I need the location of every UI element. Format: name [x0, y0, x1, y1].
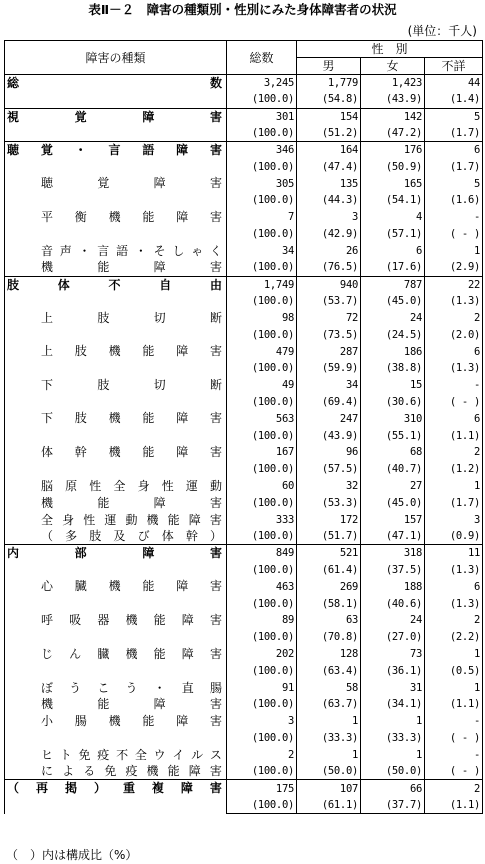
- cell-pct-unknown: (1.4): [425, 91, 483, 108]
- cell-pct-unknown: (0.5): [425, 662, 483, 679]
- cell-pct-total: (100.0): [227, 528, 297, 545]
- cell-pct-unknown: (1.3): [425, 595, 483, 612]
- table-row-pct: [5, 763, 483, 780]
- table-row: [5, 679, 483, 696]
- cell-unknown: 1: [425, 646, 483, 663]
- cell-pct-total: (100.0): [227, 629, 297, 646]
- cell-male: 154: [297, 108, 361, 125]
- cell-pct-male: (73.5): [297, 326, 361, 343]
- row-name: [5, 780, 227, 814]
- cell-unknown: 6: [425, 343, 483, 360]
- cell-pct-unknown: (1.1): [425, 797, 483, 814]
- row-name-text: 全 身 性 運 動 機 能 障 害: [41, 512, 222, 527]
- cell-pct-female: (34.1): [361, 696, 425, 713]
- cell-total: 849: [227, 545, 297, 562]
- table-row: [5, 713, 483, 730]
- row-name: [5, 545, 227, 579]
- cell-pct-female: (45.0): [361, 293, 425, 310]
- table-row: [5, 75, 483, 92]
- cell-male: 135: [297, 175, 361, 192]
- table-row: [5, 209, 483, 226]
- cell-unknown: 3: [425, 511, 483, 528]
- table-row: [5, 343, 483, 360]
- cell-pct-unknown: (1.3): [425, 562, 483, 579]
- row-name-text: 体 幹 機 能 障 害: [41, 445, 222, 460]
- cell-male: 63: [297, 612, 361, 629]
- header-type: 障害の種類: [5, 41, 227, 75]
- cell-total: 7: [227, 209, 297, 226]
- cell-pct-total: (100.0): [227, 562, 297, 579]
- cell-male: 72: [297, 310, 361, 327]
- row-name: [5, 444, 227, 478]
- cell-pct-total: (100.0): [227, 763, 297, 780]
- cell-female: 176: [361, 142, 425, 159]
- cell-unknown: 1: [425, 679, 483, 696]
- cell-female: 4: [361, 209, 425, 226]
- cell-female: 186: [361, 343, 425, 360]
- cell-pct-total: (100.0): [227, 595, 297, 612]
- cell-female: 142: [361, 108, 425, 125]
- cell-male: 172: [297, 511, 361, 528]
- row-name-text: 上 肢 機 能 障 害: [41, 344, 222, 359]
- table-row: [5, 646, 483, 663]
- row-name-text: 音 声 ・ 言 語 ・ そ し ゃ く: [41, 243, 222, 258]
- table-row: [5, 410, 483, 427]
- disability-table: [4, 40, 483, 814]
- cell-pct-male: (53.3): [297, 494, 361, 511]
- row-name: [5, 377, 227, 411]
- cell-unknown: 2: [425, 780, 483, 797]
- table-row-pct: [5, 528, 483, 545]
- cell-female: 31: [361, 679, 425, 696]
- cell-pct-male: (63.7): [297, 696, 361, 713]
- cell-unknown: 2: [425, 310, 483, 327]
- cell-pct-unknown: (1.7): [425, 125, 483, 142]
- cell-pct-unknown: (1.1): [425, 427, 483, 444]
- cell-unknown: 2: [425, 444, 483, 461]
- cell-pct-unknown: (2.0): [425, 326, 483, 343]
- header-sex: 性 別: [297, 41, 483, 58]
- cell-pct-total: (100.0): [227, 192, 297, 209]
- cell-pct-female: (37.5): [361, 562, 425, 579]
- cell-female: 318: [361, 545, 425, 562]
- cell-pct-total: (100.0): [227, 427, 297, 444]
- cell-male: 34: [297, 377, 361, 394]
- cell-male: 32: [297, 478, 361, 495]
- cell-pct-total: (100.0): [227, 226, 297, 243]
- cell-male: 107: [297, 780, 361, 797]
- cell-total: 175: [227, 780, 297, 797]
- row-name-text: （ 再 掲 ） 重 複 障 害: [7, 781, 222, 796]
- cell-pct-female: (57.1): [361, 226, 425, 243]
- row-name-text: に よ る 免 疫 機 能 障 害: [41, 764, 222, 779]
- cell-total: 3,245: [227, 75, 297, 92]
- cell-female: 6: [361, 242, 425, 259]
- row-name-text: （ 多 肢 及 び 体 幹 ）: [41, 529, 222, 544]
- cell-pct-unknown: (1.7): [425, 494, 483, 511]
- table-row: [5, 511, 483, 528]
- row-name: [5, 679, 227, 696]
- row-name: [5, 746, 227, 763]
- table-row-pct: [5, 259, 483, 276]
- row-name-text: 機 能 障 害: [41, 260, 222, 275]
- cell-pct-unknown: (2.9): [425, 259, 483, 276]
- row-name: [5, 763, 227, 780]
- cell-total: 563: [227, 410, 297, 427]
- cell-female: 310: [361, 410, 425, 427]
- cell-male: 247: [297, 410, 361, 427]
- header-unknown: 不詳: [425, 58, 483, 75]
- cell-male: 1,779: [297, 75, 361, 92]
- table-row-pct: [5, 696, 483, 713]
- cell-pct-unknown: (1.3): [425, 293, 483, 310]
- cell-pct-male: (53.7): [297, 293, 361, 310]
- cell-unknown: 44: [425, 75, 483, 92]
- row-name: [5, 310, 227, 344]
- cell-unknown: 6: [425, 578, 483, 595]
- row-name: [5, 713, 227, 747]
- table-body: [5, 75, 483, 814]
- cell-pct-total: (100.0): [227, 494, 297, 511]
- row-name-text: じ ん 臓 機 能 障 害: [41, 646, 222, 661]
- cell-pct-total: (100.0): [227, 125, 297, 142]
- row-name-text: 聴 覚 ・ 言 語 障 害: [7, 143, 222, 158]
- row-name-text: 聴 覚 障 害: [41, 176, 222, 191]
- cell-female: 68: [361, 444, 425, 461]
- cell-total: 34: [227, 242, 297, 259]
- cell-unknown: 6: [425, 410, 483, 427]
- cell-total: 305: [227, 175, 297, 192]
- row-name: [5, 646, 227, 680]
- cell-pct-female: (43.9): [361, 91, 425, 108]
- cell-male: 1: [297, 713, 361, 730]
- row-name: [5, 142, 227, 176]
- row-name-text: 機 能 障 害: [41, 697, 222, 712]
- cell-pct-female: (45.0): [361, 494, 425, 511]
- cell-pct-male: (76.5): [297, 259, 361, 276]
- row-name: [5, 343, 227, 377]
- cell-pct-female: (24.5): [361, 326, 425, 343]
- cell-pct-male: (51.2): [297, 125, 361, 142]
- cell-pct-male: (43.9): [297, 427, 361, 444]
- row-name: [5, 612, 227, 646]
- cell-male: 96: [297, 444, 361, 461]
- cell-total: 2: [227, 746, 297, 763]
- cell-unknown: -: [425, 209, 483, 226]
- table-title: 表Ⅱ－２ 障害の種類別・性別にみた身体障害者の状況: [88, 2, 397, 17]
- cell-female: 15: [361, 377, 425, 394]
- row-name-text: 内 部 障 害: [7, 546, 222, 561]
- table-row: [5, 310, 483, 327]
- cell-pct-female: (47.1): [361, 528, 425, 545]
- row-name: [5, 175, 227, 209]
- cell-pct-female: (33.3): [361, 730, 425, 747]
- table-row: [5, 545, 483, 562]
- cell-pct-unknown: (0.9): [425, 528, 483, 545]
- table-row: [5, 377, 483, 394]
- table-row-pct: [5, 494, 483, 511]
- cell-pct-male: (59.9): [297, 360, 361, 377]
- cell-pct-total: (100.0): [227, 293, 297, 310]
- cell-female: 188: [361, 578, 425, 595]
- cell-male: 940: [297, 276, 361, 293]
- cell-pct-female: (55.1): [361, 427, 425, 444]
- cell-pct-unknown: ( - ): [425, 763, 483, 780]
- table-row: [5, 578, 483, 595]
- table-row: [5, 175, 483, 192]
- cell-unknown: 1: [425, 242, 483, 259]
- row-name: [5, 696, 227, 713]
- cell-unknown: -: [425, 713, 483, 730]
- cell-pct-unknown: (1.6): [425, 192, 483, 209]
- cell-pct-total: (100.0): [227, 360, 297, 377]
- cell-unknown: 6: [425, 142, 483, 159]
- cell-pct-male: (69.4): [297, 394, 361, 411]
- cell-pct-male: (58.1): [297, 595, 361, 612]
- cell-pct-male: (61.4): [297, 562, 361, 579]
- cell-pct-total: (100.0): [227, 91, 297, 108]
- cell-female: 27: [361, 478, 425, 495]
- cell-pct-female: (36.1): [361, 662, 425, 679]
- table-row: [5, 780, 483, 797]
- cell-pct-male: (54.8): [297, 91, 361, 108]
- row-name: [5, 242, 227, 259]
- cell-pct-total: (100.0): [227, 461, 297, 478]
- row-name: [5, 494, 227, 511]
- cell-male: 521: [297, 545, 361, 562]
- cell-total: 3: [227, 713, 297, 730]
- cell-total: 333: [227, 511, 297, 528]
- cell-unknown: -: [425, 746, 483, 763]
- cell-total: 1,749: [227, 276, 297, 293]
- row-name-text: 心 臓 機 能 障 害: [41, 579, 222, 594]
- row-name-text: 機 能 障 害: [41, 495, 222, 510]
- unit-label: (単位：千人): [407, 24, 477, 38]
- row-name: [5, 75, 227, 109]
- cell-pct-male: (42.9): [297, 226, 361, 243]
- cell-unknown: 22: [425, 276, 483, 293]
- cell-pct-male: (44.3): [297, 192, 361, 209]
- cell-male: 164: [297, 142, 361, 159]
- cell-total: 301: [227, 108, 297, 125]
- cell-male: 3: [297, 209, 361, 226]
- row-name: [5, 478, 227, 495]
- cell-female: 1: [361, 746, 425, 763]
- row-name-text: 総 数: [7, 76, 222, 90]
- cell-pct-unknown: ( - ): [425, 394, 483, 411]
- cell-unknown: 5: [425, 175, 483, 192]
- cell-total: 60: [227, 478, 297, 495]
- table-row: [5, 478, 483, 495]
- cell-pct-female: (40.6): [361, 595, 425, 612]
- row-name: [5, 276, 227, 310]
- row-name-text: 呼 吸 器 機 能 障 害: [41, 613, 222, 627]
- cell-pct-total: (100.0): [227, 730, 297, 747]
- cell-pct-male: (33.3): [297, 730, 361, 747]
- cell-total: 49: [227, 377, 297, 394]
- cell-pct-unknown: (1.7): [425, 158, 483, 175]
- cell-pct-total: (100.0): [227, 326, 297, 343]
- cell-pct-female: (37.7): [361, 797, 425, 814]
- cell-pct-male: (47.4): [297, 158, 361, 175]
- cell-male: 58: [297, 679, 361, 696]
- row-name: [5, 410, 227, 444]
- cell-pct-total: (100.0): [227, 662, 297, 679]
- table-row: [5, 142, 483, 159]
- row-name-text: 小 腸 機 能 障 害: [41, 713, 222, 728]
- row-name: [5, 259, 227, 276]
- cell-unknown: 2: [425, 612, 483, 629]
- cell-pct-total: (100.0): [227, 797, 297, 814]
- cell-male: 128: [297, 646, 361, 663]
- cell-pct-female: (38.8): [361, 360, 425, 377]
- cell-pct-male: (50.0): [297, 763, 361, 780]
- cell-female: 787: [361, 276, 425, 293]
- cell-total: 89: [227, 612, 297, 629]
- row-name-text: ヒ ト 免 疫 不 全 ウ イ ル ス: [41, 747, 222, 762]
- cell-pct-female: (40.7): [361, 461, 425, 478]
- cell-unknown: -: [425, 377, 483, 394]
- cell-total: 463: [227, 578, 297, 595]
- row-name: [5, 209, 227, 243]
- header-male: 男: [297, 58, 361, 75]
- cell-total: 98: [227, 310, 297, 327]
- cell-male: 269: [297, 578, 361, 595]
- cell-total: 202: [227, 646, 297, 663]
- table-row: [5, 276, 483, 293]
- cell-pct-female: (54.1): [361, 192, 425, 209]
- table-row: [5, 242, 483, 259]
- cell-pct-unknown: (2.2): [425, 629, 483, 646]
- cell-pct-unknown: ( - ): [425, 226, 483, 243]
- row-name-text: 視 覚 障 害: [7, 109, 222, 124]
- cell-unknown: 5: [425, 108, 483, 125]
- cell-pct-unknown: (1.3): [425, 360, 483, 377]
- cell-pct-female: (17.6): [361, 259, 425, 276]
- cell-pct-male: (57.5): [297, 461, 361, 478]
- row-name-text: 下 肢 機 能 障 害: [41, 411, 222, 426]
- cell-female: 165: [361, 175, 425, 192]
- cell-pct-male: (61.1): [297, 797, 361, 814]
- footnote: （ ）内は構成比（%）: [6, 848, 138, 862]
- cell-pct-male: (63.4): [297, 662, 361, 679]
- cell-female: 73: [361, 646, 425, 663]
- cell-male: 287: [297, 343, 361, 360]
- cell-male: 1: [297, 746, 361, 763]
- row-name: [5, 528, 227, 545]
- table-row: [5, 746, 483, 763]
- cell-pct-total: (100.0): [227, 394, 297, 411]
- cell-pct-unknown: ( - ): [425, 730, 483, 747]
- cell-pct-male: (70.8): [297, 629, 361, 646]
- cell-female: 157: [361, 511, 425, 528]
- cell-pct-female: (27.0): [361, 629, 425, 646]
- cell-total: 346: [227, 142, 297, 159]
- cell-pct-male: (51.7): [297, 528, 361, 545]
- row-name: [5, 511, 227, 528]
- cell-female: 24: [361, 310, 425, 327]
- cell-unknown: 1: [425, 478, 483, 495]
- cell-unknown: 11: [425, 545, 483, 562]
- header-total: 総数: [227, 41, 297, 75]
- cell-pct-total: (100.0): [227, 259, 297, 276]
- cell-female: 1: [361, 713, 425, 730]
- cell-pct-female: (50.0): [361, 763, 425, 780]
- cell-pct-female: (47.2): [361, 125, 425, 142]
- row-name-text: 下 肢 切 断: [41, 377, 222, 392]
- table-row: [5, 612, 483, 629]
- cell-pct-total: (100.0): [227, 158, 297, 175]
- row-name: [5, 578, 227, 612]
- cell-pct-unknown: (1.1): [425, 696, 483, 713]
- cell-female: 66: [361, 780, 425, 797]
- row-name-text: 肢 体 不 自 由: [7, 277, 222, 292]
- row-name-text: 脳 原 性 全 身 性 運 動: [41, 479, 222, 494]
- cell-pct-total: (100.0): [227, 696, 297, 713]
- row-name-text: ぼ う こ う ・ 直 腸: [41, 680, 222, 695]
- cell-total: 91: [227, 679, 297, 696]
- cell-pct-female: (30.6): [361, 394, 425, 411]
- cell-male: 26: [297, 242, 361, 259]
- cell-total: 479: [227, 343, 297, 360]
- row-name: [5, 108, 227, 142]
- header-female: 女: [361, 58, 425, 75]
- table-row: [5, 108, 483, 125]
- cell-female: 1,423: [361, 75, 425, 92]
- cell-female: 24: [361, 612, 425, 629]
- table-row: [5, 444, 483, 461]
- cell-pct-female: (50.9): [361, 158, 425, 175]
- row-name-text: 平 衡 機 能 障 害: [41, 209, 222, 224]
- cell-pct-unknown: (1.2): [425, 461, 483, 478]
- cell-total: 167: [227, 444, 297, 461]
- row-name-text: 上 肢 切 断: [41, 310, 222, 325]
